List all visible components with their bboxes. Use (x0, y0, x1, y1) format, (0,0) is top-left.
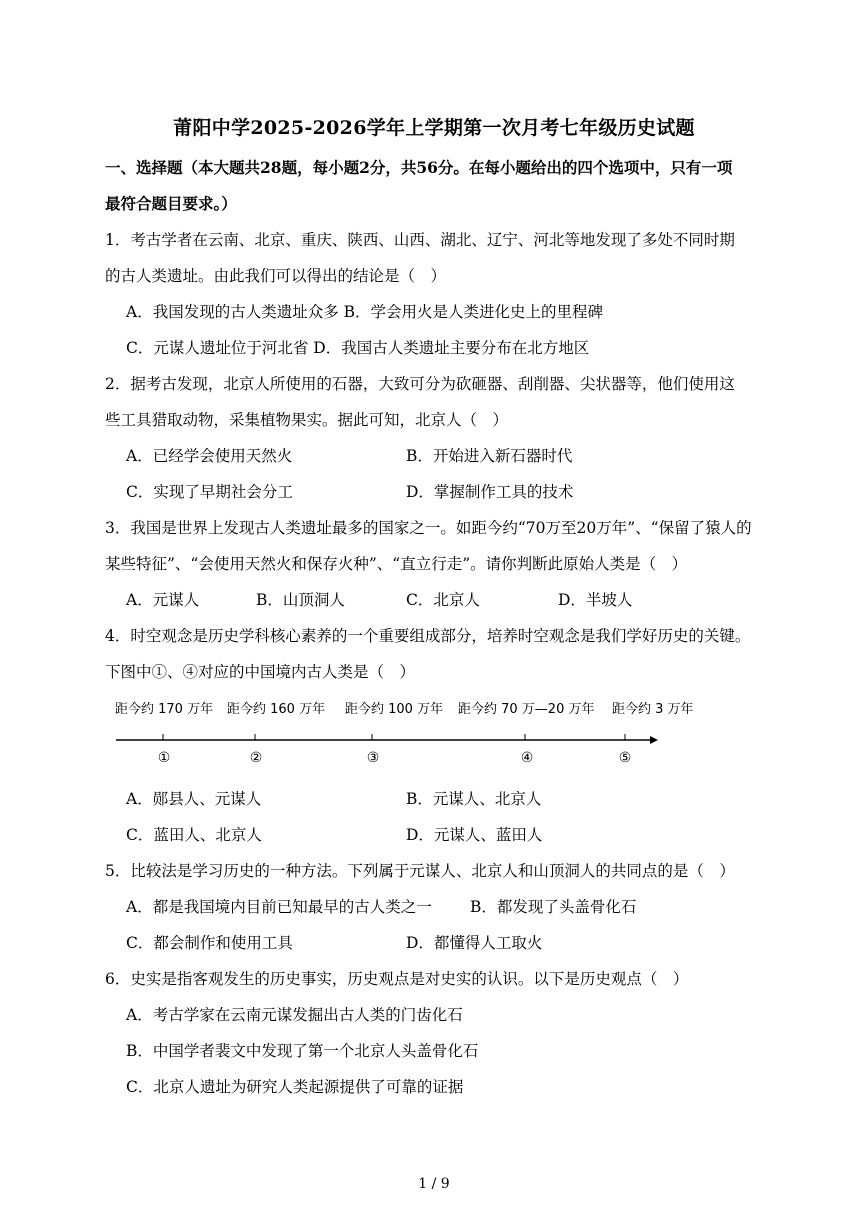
timeline-label-1: 距今约 170 万年 (115, 702, 214, 717)
q4-stem-line1: 4．时空观念是历史学科核心素养的一个重要组成部分，培养时空观念是我们学好历史的关键。 (105, 627, 751, 645)
timeline-label-2: 距今约 160 万年 (227, 702, 326, 717)
timeline-mark-3: ③ (366, 750, 380, 766)
timeline-figure (112, 698, 712, 778)
q6-option-a: A．考古学家在云南元谋发掘出古人类的门齿化石 (126, 1006, 463, 1024)
page-number: 1 / 9 (418, 1176, 450, 1192)
q4-option-b: B．元谋人、北京人 (406, 790, 542, 808)
q4-stem-line2: 下图中①、④对应的中国境内古人类是（ ） (105, 663, 416, 681)
timeline-label-3: 距今约 100 万年 (345, 702, 444, 717)
q3-option-b: B．山顶洞人 (256, 591, 345, 609)
q5-option-a: A．都是我国境内目前已知最早的古人类之一 (126, 898, 432, 916)
timeline-mark-5: ⑤ (618, 750, 632, 766)
q6-option-b: B．中国学者裴文中发现了第一个北京人头盖骨化石 (126, 1042, 479, 1060)
q4-option-a: A．郧县人、元谋人 (126, 790, 262, 808)
section-heading-line2: 最符合题目要求。） (105, 194, 237, 213)
arrow-head-icon (650, 736, 658, 744)
q2-option-c: C．实现了早期社会分工 (126, 483, 293, 501)
q2-option-a: A．已经学会使用天然火 (126, 447, 293, 465)
section-heading-line1: 一、选择题（本大题共28题，每小题2分，共56分。在每小题给出的四个选项中，只有一项 (105, 158, 733, 177)
q4-option-c: C．蓝田人、北京人 (126, 826, 262, 844)
timeline-mark-4: ④ (520, 750, 534, 766)
q6-option-c: C．北京人遗址为研究人类起源提供了可靠的证据 (126, 1078, 464, 1096)
q1-stem-line1: 1．考古学者在云南、北京、重庆、陕西、山西、湖北、辽宁、河北等地发现了多处不同时期 (105, 231, 735, 249)
timeline-mark-1: ① (157, 750, 171, 766)
q1-options-row2: C．元谋人遗址位于河北省 D．我国古人类遗址主要分布在北方地区 (126, 339, 590, 357)
timeline-axis (112, 724, 672, 748)
q5-stem-line1: 5．比较法是学习历史的一种方法。下列属于元谋人、北京人和山顶洞人的共同点的是（ ） (105, 862, 735, 880)
q3-option-a: A．元谋人 (126, 591, 200, 609)
timeline-mark-2: ② (249, 750, 263, 766)
q1-stem-line2: 的古人类遗址。由此我们可以得出的结论是（ ） (105, 267, 447, 285)
q5-option-d: D．都懂得人工取火 (406, 934, 543, 952)
q3-option-d: D．半坡人 (558, 591, 633, 609)
timeline-label-5: 距今约 3 万年 (612, 702, 694, 717)
q2-option-b: B．开始进入新石器时代 (406, 447, 573, 465)
q1-options-row1: A．我国发现的古人类遗址众多 B．学会用火是人类进化史上的里程碑 (126, 303, 604, 321)
q3-option-c: C．北京人 (406, 591, 480, 609)
q6-stem-line1: 6．史实是指客观发生的历史事实，历史观点是对史实的认识。以下是历史观点（ ） (105, 970, 689, 988)
q4-option-d: D．元谋人、蓝田人 (406, 826, 543, 844)
q2-option-d: D．掌握制作工具的技术 (406, 483, 574, 501)
q5-option-b: B．都发现了头盖骨化石 (470, 898, 637, 916)
exam-title: 莆阳中学2025-2026学年上学期第一次月考七年级历史试题 (173, 117, 695, 139)
timeline-label-4: 距今约 70 万—20 万年 (458, 702, 595, 717)
q3-stem-line2: 某些特征”、“会使用天然火和保存火种”、“直立行走”。请你判断此原始人类是（ ） (105, 555, 688, 573)
q5-option-c: C．都会制作和使用工具 (126, 934, 293, 952)
q2-stem-line2: 些工具猎取动物，采集植物果实。据此可知，北京人（ ） (105, 411, 509, 429)
q3-stem-line1: 3．我国是世界上发现古人类遗址最多的国家之一。如距今约“70万至20万年”、“保留了猿人的 (105, 519, 752, 537)
q2-stem-line1: 2．据考古发现，北京人所使用的石器，大致可分为砍砸器、刮削器、尖状器等，他们使用这 (105, 375, 735, 393)
